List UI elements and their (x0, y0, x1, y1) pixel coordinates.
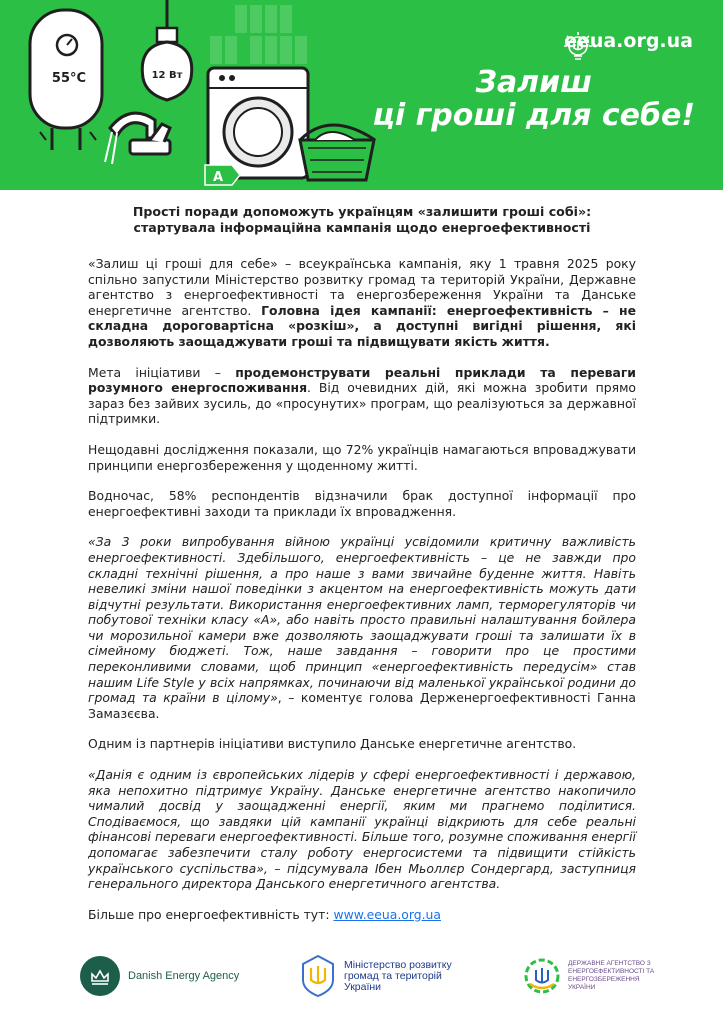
intro-main-idea: Головна ідея кампанії: енергоефективність – не складна дороговартісна «розкіш», а доступні вигідні рішення, які дозволяють заощаджувати гроші та підвищувати якість життя. (88, 302, 636, 349)
trident-shield-icon (300, 954, 336, 998)
goal-highlight: продемонструвати реальні приклади та переваги розумного енергоспоживання (88, 364, 636, 396)
quote-zamazeeva: «За 3 роки випробування війною українці усвідомили критичну важливість енергоефективності. Здебільшого, енергоефективність – це не завжди про складні технічні рішення, а про наше з вами звичайне буденне життя. Навіть невеликі зміни нашої поведінки з акцентом на енергоефективність можуть дати відчутні результати. Використання енергоефективних ламп, терморегуляторів чи побутової техніки класу «А», або навіть просто правильні налаштування бойлера чи морозильної камери вже дозволяють заощаджувати гроші та залишати їх в сімейному бюджеті. Тож, наше завдання – говорити про це простими переконливими словами, щоб принцип «енергоефективність передусім» став нашим Life Style у всіх напрямках, починаючи від маленької української родини до громад та країни в цілому» (88, 534, 636, 706)
ministry-name: Міністерство розвитку громад та територій України (344, 958, 452, 993)
goal-lead: Мета ініціативи – (88, 364, 236, 380)
paragraph-research: Нещодавні дослідження показали, що 72% українців намагаються впроваджувати принципи енергозбереження у щоденному житті. (88, 441, 636, 473)
brand-name: eeua.org.ua (564, 30, 693, 52)
campaign-banner (0, 0, 723, 190)
slogan-line-2: ці гроші для себе! (372, 98, 695, 133)
title-line-1: Прості поради допоможуть українцям «залишити гроші собі»: (132, 204, 592, 219)
water-stream (105, 132, 117, 164)
paragraph-intro (88, 256, 636, 350)
paragraph-quote-zamazeeva (88, 534, 636, 721)
dea-name: Danish Energy Agency (128, 970, 240, 982)
boiler-temperature: 55°C (51, 71, 87, 86)
goal-rest: . Від очевидних дій, які можна зробити прямо зараз без зайвих зусиль, до «просунутих» програм, що реалізуються за державної підтримки. (88, 380, 637, 427)
crown-icon (80, 956, 120, 996)
light-bulb-icon (142, 0, 191, 100)
partner-logos (0, 950, 723, 1010)
intro-text: «Залиш ці гроші для себе» – всеукраїнська кампанія, яку 1 травня 2025 року спільно запустили Міністерство розвитку громад та територій України, Державне агентство з енергоефективності та енергозбереження України та Данське енергетичне агентство. (88, 256, 636, 318)
title-line-2: стартувала інформаційна кампанія щодо енергоефективності (133, 220, 591, 235)
laundry-basket-icon (300, 125, 375, 180)
article-title (88, 204, 636, 236)
quote-attribution: , – коментує голова Держенергоефективності Ганна Замазєєва. (88, 690, 636, 721)
saee-logo (522, 956, 658, 996)
campaign-slogan (373, 66, 695, 132)
energy-class-label: A (212, 170, 224, 185)
lightbulb-trident-icon (564, 30, 592, 62)
paragraph-respondents: Водночас, 58% респондентів відзначили брак доступної інформації про енергоефективні заходи та приклади їх впровадження. (88, 488, 636, 519)
more-info-text: Більше про енергоефективність тут: (88, 906, 334, 922)
paragraph-quote-dea: «Данія є одним із європейських лідерів у сфері енергоефективності і державою, яка непохитно підтримує Україну. Данське енергетичне агентство накопичило чималий досвід у заощадженні енергії, яким ми прагнемо поділитися. Сподіваємося, що завдяки цій кампанії українці відкриють для себе реальні фінансові переваги енергоефективності. Більше того, розумне споживання енергії допомагає забезпечити сталу роботу енергосистеми та підвищити стійкість українського суспільства», – підсумувала Ібен Мьоллєр Сондергард, заступниця генерального директора Данського енергетичного агентства. (88, 767, 636, 892)
paragraph-more-info (88, 907, 636, 923)
danish-energy-agency-logo (80, 956, 239, 996)
saee-name: ДЕРЖАВНЕ АГЕНТСТВО З ЕНЕРГОЕФЕКТИВНОСТІ ТА ЕНЕРГОЗБЕРЕЖЕННЯ УКРАЇНИ (568, 960, 655, 991)
paragraph-partner: Одним із партнерів ініціативи виступило Данське енергетичне агентство. (88, 736, 577, 752)
press-release (88, 204, 636, 937)
brand-logo[interactable] (564, 30, 693, 52)
paragraph-goal (88, 365, 636, 427)
washing-machine-icon (208, 68, 308, 178)
website-link[interactable]: www.eeua.org.ua (333, 906, 441, 922)
faucet-icon (110, 113, 170, 154)
bulb-power: 12 Вт (151, 70, 183, 81)
saee-emblem-icon (522, 956, 562, 996)
slogan-line-1: Залиш (475, 65, 593, 100)
ministry-logo (300, 954, 464, 998)
